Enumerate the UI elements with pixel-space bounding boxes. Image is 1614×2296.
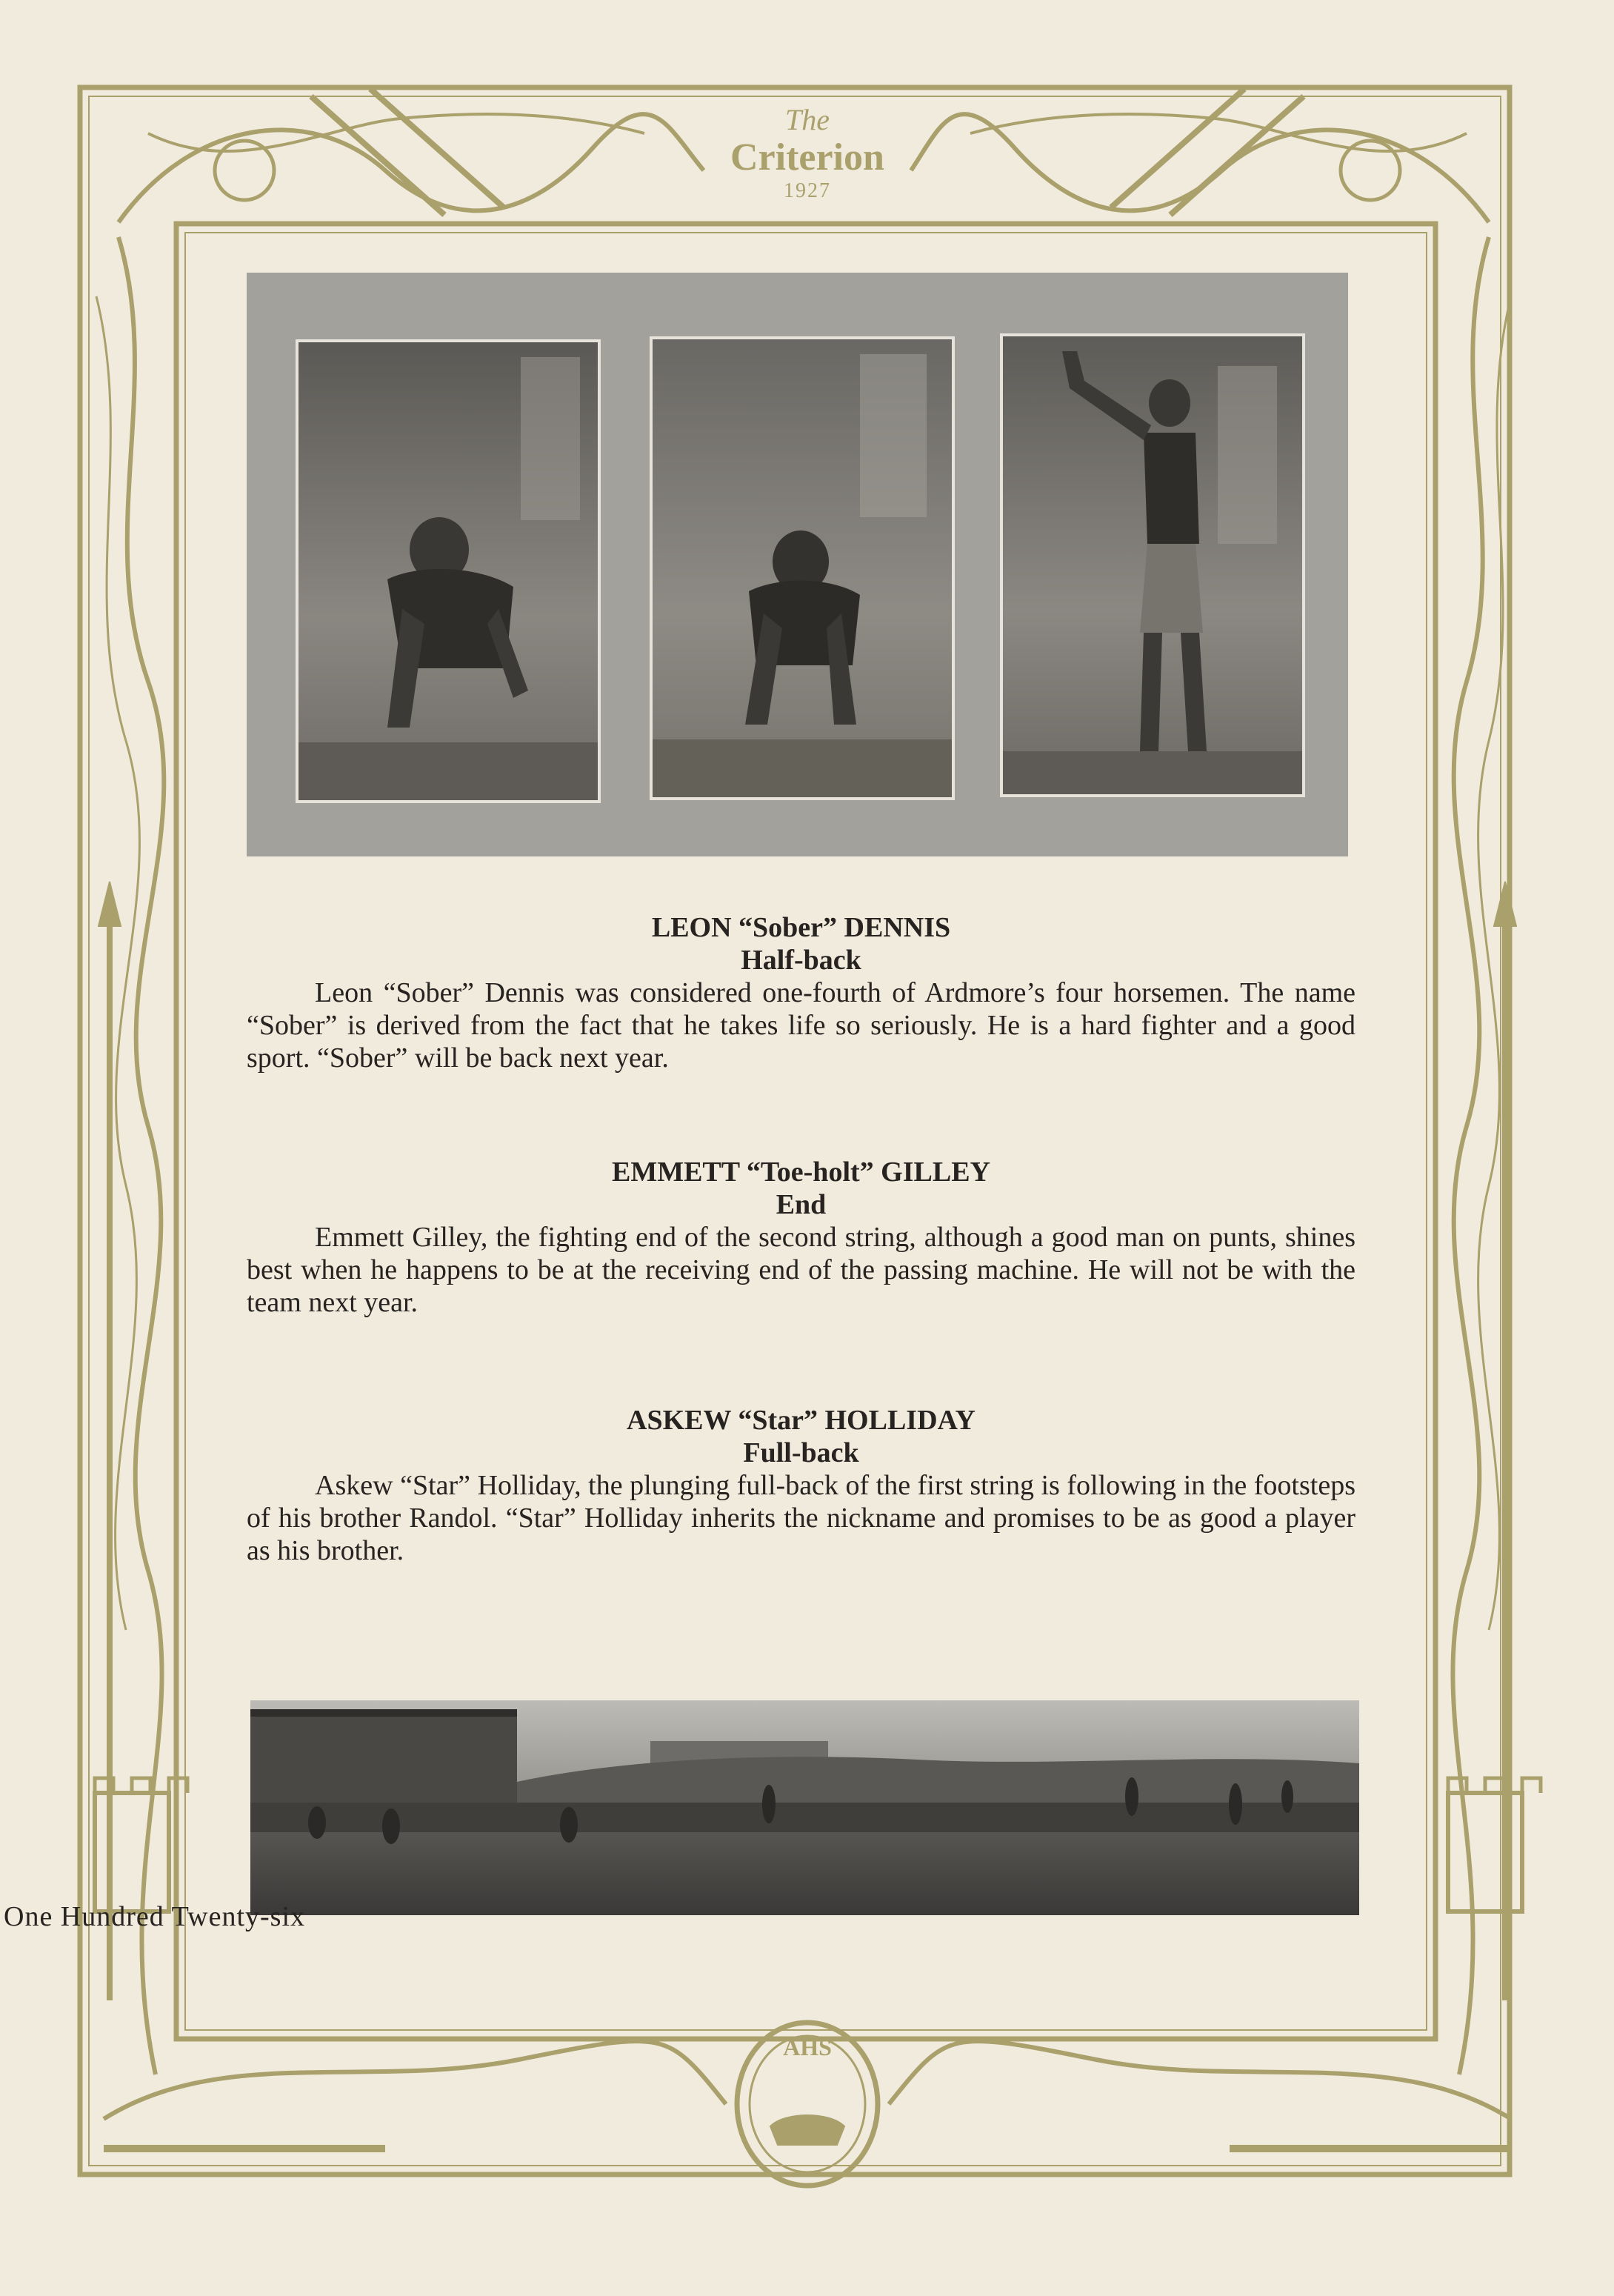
player-position: End (776, 1189, 827, 1220)
masthead-title: Criterion (730, 136, 884, 179)
portrait-panel (247, 273, 1348, 856)
portrait-player-crouching (296, 339, 601, 803)
crest-motto: ARDMORE (781, 2132, 833, 2143)
portrait-player-stance (650, 336, 955, 800)
player-position: Half-back (741, 945, 861, 976)
player-description: Emmett Gilley, the fighting end of the second string, although a good man on punts, shines best when he happens to be at the receiving end of the passing machine. He will not be with the team next year. (247, 1222, 1355, 1318)
masthead-the: The (785, 103, 830, 136)
player-name: LEON “Sober” DENNIS (651, 912, 951, 943)
player-name: ASKEW “Star” HOLLIDAY (627, 1405, 976, 1436)
player-description: Leon “Sober” Dennis was considered one-fourth of Ardmore’s four horsemen. The name “Sober” is derived from the fact that he takes life so seriously. He is a hard fighter and a good sport. “Sober” will be back next year. (247, 977, 1355, 1074)
field-photo (250, 1700, 1359, 1915)
player-position: Full-back (743, 1437, 859, 1468)
page-number: One Hundred Twenty-six (4, 1901, 306, 1932)
player-name: EMMETT “Toe-holt” GILLEY (612, 1157, 990, 1188)
masthead-year: 1927 (784, 179, 831, 202)
portrait-player-catching (1000, 333, 1305, 797)
player-bios (247, 911, 1355, 1567)
masthead (704, 104, 911, 203)
crest-text: AHS (783, 2034, 832, 2060)
player-bio (247, 911, 1355, 1074)
player-bio (247, 1404, 1355, 1567)
player-description: Askew “Star” Holliday, the plunging full-back of the first string is following in the footsteps of his brother Randol. “Star” Holliday inherits the nickname and promises to be as good a player as his brother. (247, 1470, 1355, 1566)
crest (770, 2034, 844, 2143)
player-bio (247, 1156, 1355, 1319)
